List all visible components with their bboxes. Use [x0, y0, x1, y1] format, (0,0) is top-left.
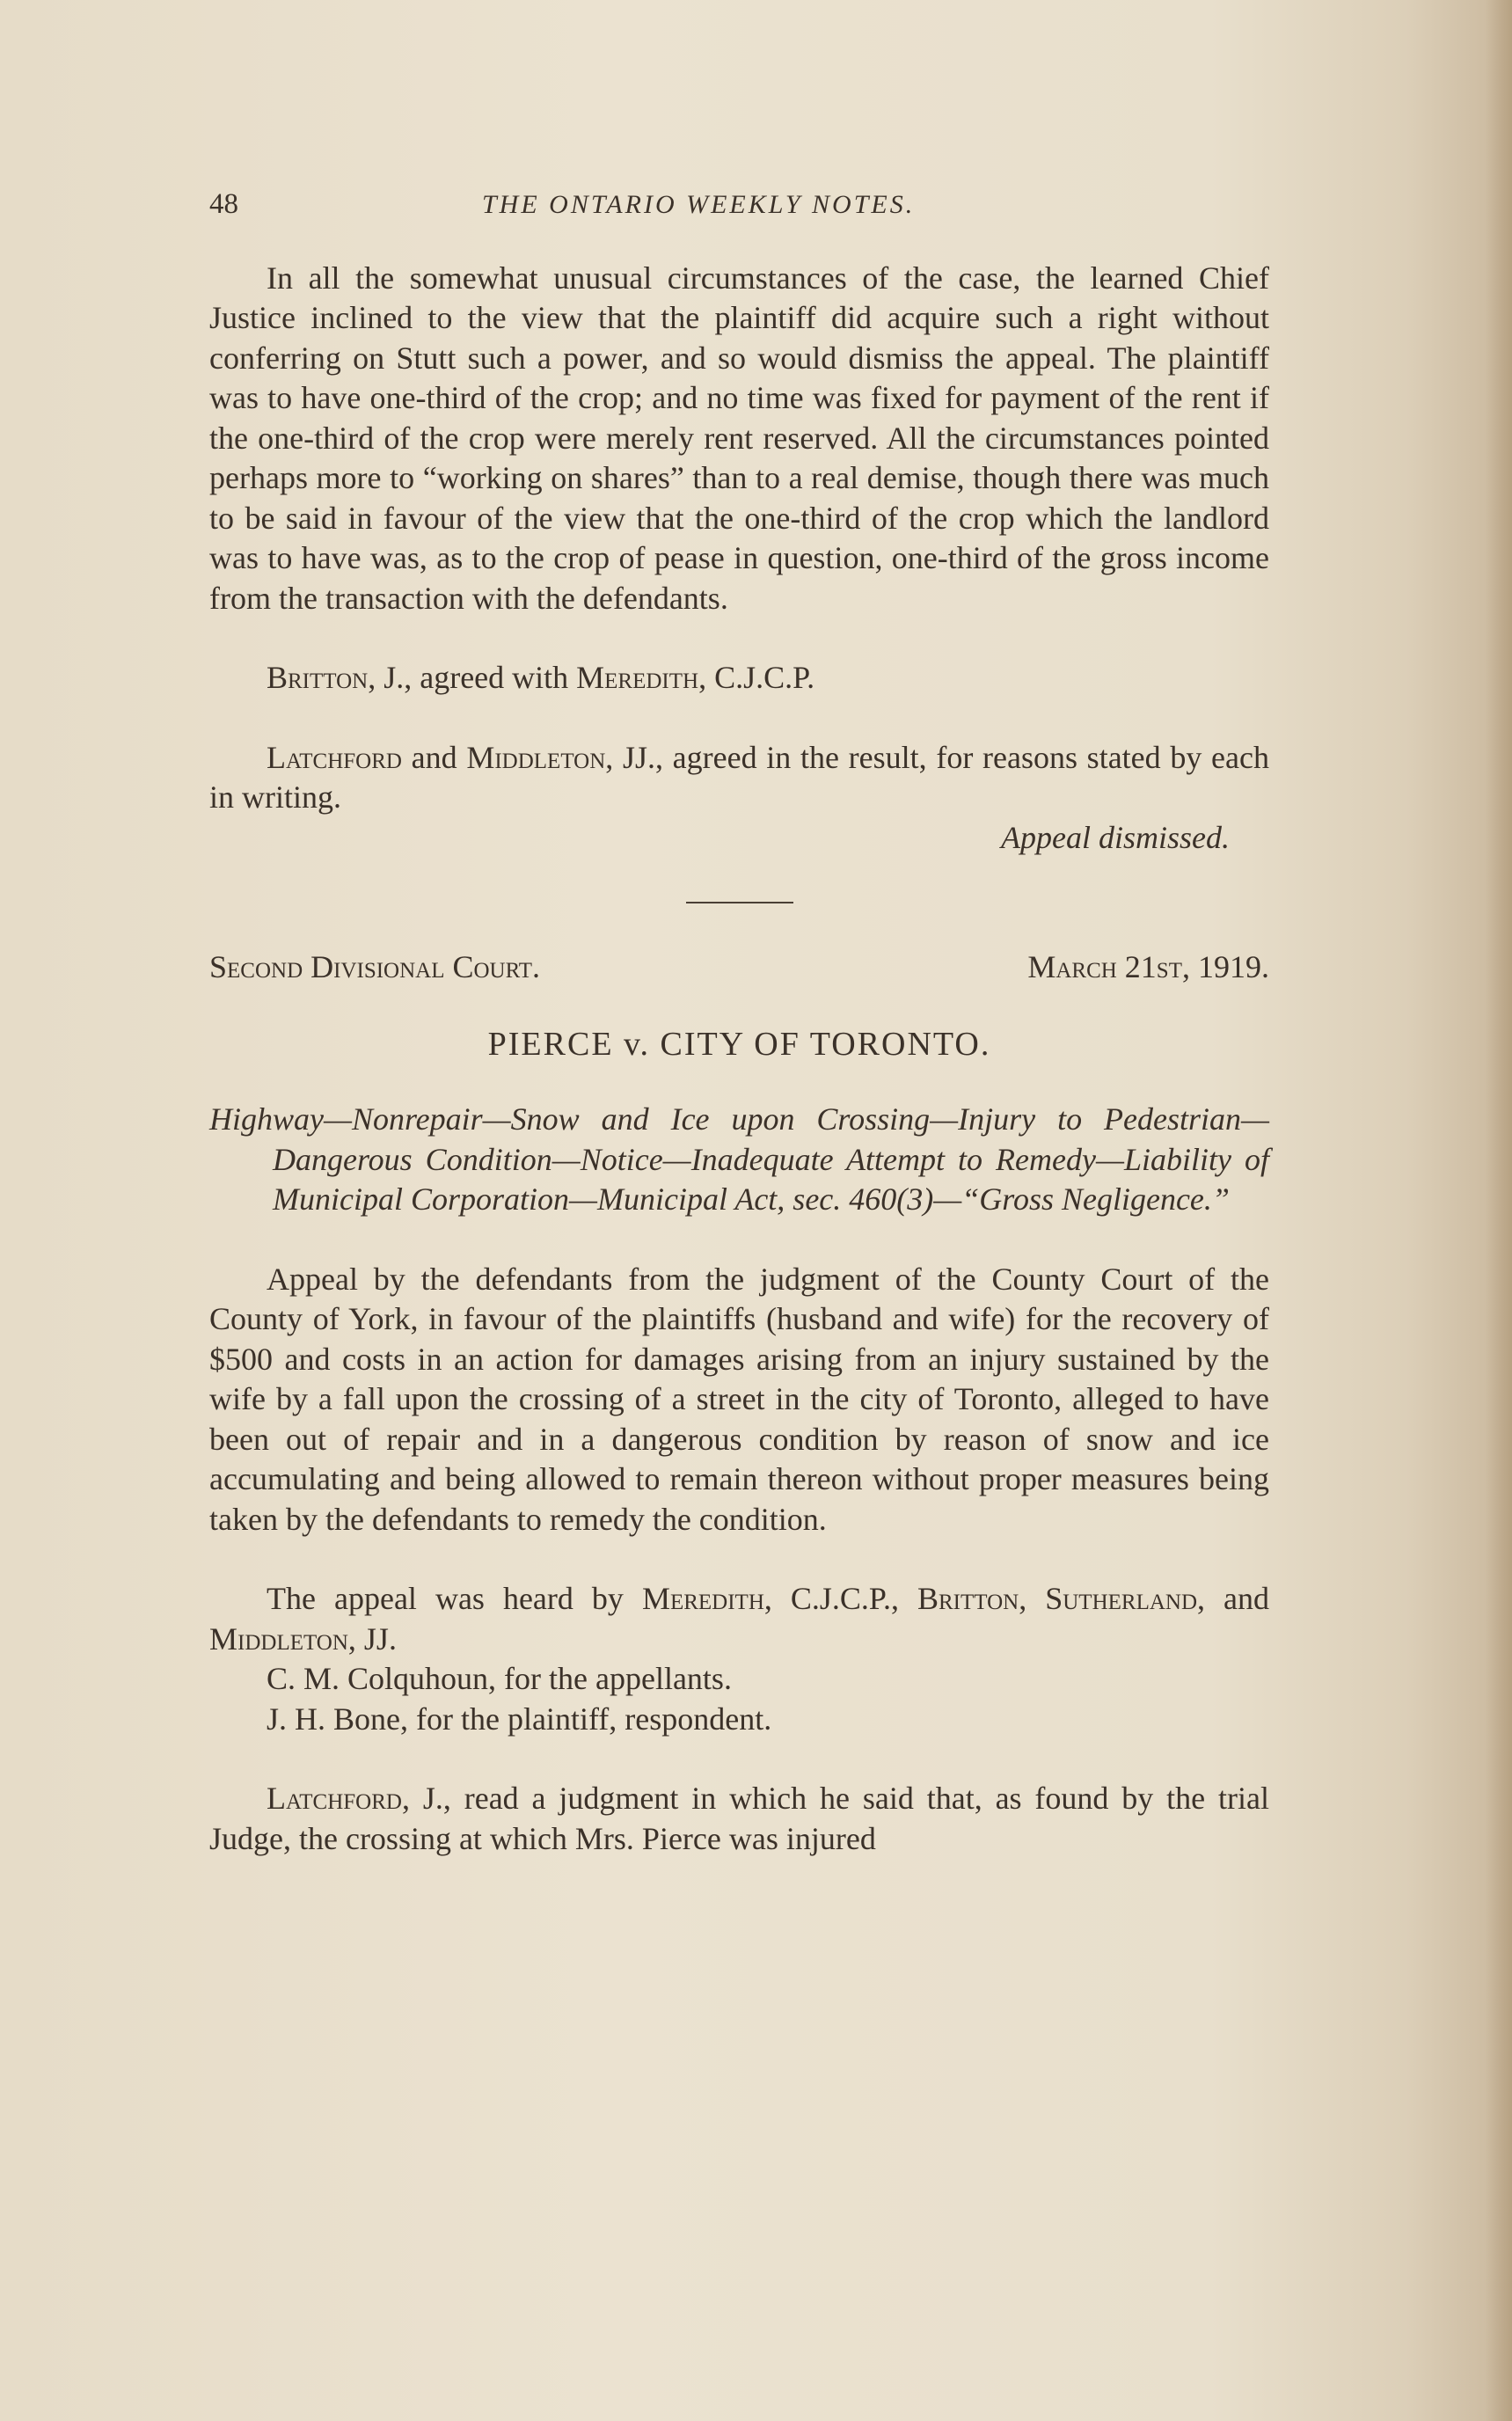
judge-name: Latchford [267, 739, 402, 775]
page-header [209, 185, 1269, 225]
paragraph-chief-justice: In all the somewhat unusual circumstances of the case, the learned Chief Justice inclined to the view that the plaintiff did acquire such a right without conferring on Stutt such a power, and so would dismiss the appeal. The plaintiff was to have one-third of the crop; and no time was fixed for payment of the rent if the one-third of the crop were merely rent reserved. All the circumstances pointed perhaps more to “working on shares” than to a real demise, though there was much to be said in favour of the view that the one-third of the crop which the landlord was to have was, as to the crop of pease in question, one-third of the gross income from the transaction with the defendants. [209, 260, 1269, 616]
heard-text: , C.J.C.P., [763, 1581, 917, 1616]
counsel-appellants: C. M. Colquhoun, for the appellants. [267, 1661, 732, 1696]
counsel-respondent: J. H. Bone, for the plaintiff, respondent. [267, 1701, 772, 1737]
judge-name: Latchford [267, 1781, 402, 1816]
case-title: PIERCE v. CITY OF TORONTO. [487, 1025, 991, 1063]
page-edge-shadow [1486, 0, 1512, 2421]
britton-text: , J., agreed with [368, 660, 577, 695]
paragraph-heard-by [209, 1579, 1269, 1659]
paragraph-appeal: Appeal by the defendants from the judgment of the County Court of the County of York, in favour of the plaintiffs (husband and wife) for the recovery of $500 and costs in an action for damages arising from an injury sustained by the wife by a fall upon the crossing of a street in the city of Toronto, alleged to have been out of repair and in a dangerous condition by reason of snow and ice accumulating and being allowed to remain thereon without proper measures being taken by the defendants to remedy the condition. [209, 1261, 1269, 1537]
heard-text: , [1019, 1581, 1046, 1616]
judge-name: Sutherland [1045, 1581, 1198, 1616]
page-content [209, 185, 1269, 1859]
judge-name: Middleton [466, 739, 606, 775]
judge-name: Meredith [641, 1581, 764, 1616]
paragraph-latchford-judgment [209, 1779, 1269, 1859]
judge-name: Britton [267, 660, 369, 695]
paragraph-latchford-middleton [209, 738, 1269, 818]
headnote: Highway—Nonrepair—Snow and Ice upon Crossing—Injury to Pedestrian—Dangerous Condition—Notice—Inadequate Attempt to Remedy—Liability of Municipal Corporation—Municipal Act, sec. 460(3)—“Gross Negligence.” [209, 1101, 1269, 1217]
heard-text: , JJ. [347, 1620, 397, 1657]
judge-name: Meredith [576, 660, 699, 695]
court-name: Second Divisional Court. [209, 949, 541, 984]
decision-date: March 21st, 1919. [1027, 949, 1269, 984]
judge-name: Britton [917, 1581, 1019, 1616]
page-number: 48 [209, 188, 238, 220]
heard-text: The appeal was heard by [267, 1581, 642, 1616]
britton-text-end: , C.J.C.P. [698, 660, 815, 695]
latchford-text: , JJ., agreed in the result, for reasons stated by each in writing. [209, 739, 1269, 815]
heard-text: , and [1197, 1581, 1270, 1616]
latchford-judgment-text: , J., read a judgment in which he said that, as found by the trial Judge, the crossing at which Mrs. Pierce was injured [209, 1781, 1269, 1856]
section-divider [686, 902, 793, 903]
result-line: Appeal dismissed. [1001, 819, 1230, 855]
judge-name: Middleton [209, 1620, 348, 1657]
paragraph-britton [209, 658, 1269, 699]
running-title: THE ONTARIO WEEKLY NOTES. [482, 190, 916, 219]
court-line [209, 947, 1269, 988]
conjunction: and [401, 739, 467, 775]
